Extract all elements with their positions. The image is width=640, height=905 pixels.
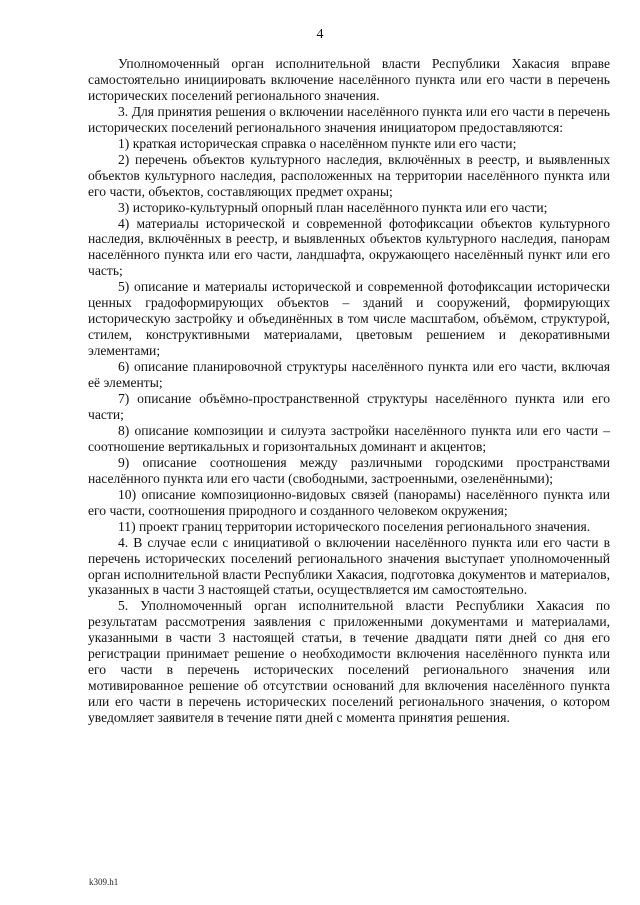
list-item-1: 1) краткая историческая справка о населённом пункте или его части;	[118, 135, 517, 151]
list-item-5: 5) описание и материалы исторической и современной фотофиксации исторически ценных градоформирующих объектов – зданий и сооружений, формирующих историческую застройку и объединённых в том числе масштабом, объёмом, структурой, стилем, конструктивными материалами, цветовым решением и декоративными элементами;	[88, 279, 610, 359]
list-item-8: 8) описание композиции и силуэта застройки населённого пункта или его части – соотношение вертикальных и горизонтальных доминант и акцентов;	[88, 422, 610, 454]
list-item-4: 4) материалы исторической и современной фотофиксации объектов культурного наследия, включённых в реестр, и выявленных объектов культурного наследия, панорам населённого пункта или его части, ландшафта, окружающего населённый пункт или его часть;	[88, 215, 610, 279]
footer-document-code: k309.h1	[89, 877, 119, 887]
page-number: 4	[316, 27, 324, 42]
list-item-2: 2) перечень объектов культурного наследия, включённых в реестр, и выявленных объектов культурного наследия, расположенных на территории населённого пункта или его части, объектов, составляющих предмет охраны;	[88, 151, 610, 199]
list-item-3: 3) историко-культурный опорный план населённого пункта или его части;	[118, 199, 548, 215]
document-body	[88, 56, 610, 726]
paragraph-clause-5: 5. Уполномоченный орган исполнительной власти Республики Хакасия по результатам рассмотрения заявления с приложенными документами и материалами, указанными в части 3 настоящей статьи, в течение двадцати пяти дней со дня его регистрации принимает решение о необходимости включения населённого пункта или его части в перечень исторических поселений регионального значения или мотивированное решение об отсутствии оснований для включения населённого пункта или его части в перечень исторических поселений регионального значения, о котором уведомляет заявителя в течение пяти дней с момента принятия решения.	[88, 598, 610, 726]
paragraph-clause-4: 4. В случае если с инициативой о включении населённого пункта или его части в перечень исторических поселений регионального значения выступает уполномоченный орган исполнительной власти Республики Хакасия, подготовка документов и материалов, указанных в части 3 настоящей статьи, осуществляется им самостоятельно.	[88, 534, 610, 598]
list-item-9: 9) описание соотношения между различными городскими пространствами населённого пункта или его части (свободными, застроенными, озеленёнными);	[88, 454, 610, 486]
list-item-10: 10) описание композиционно-видовых связей (панорамы) населённого пункта или его части, соотношения природного и созданного человеком окружения;	[88, 486, 610, 518]
list-item-7: 7) описание объёмно-пространственной структуры населённого пункта или его части;	[88, 391, 610, 422]
paragraph-intro: Уполномоченный орган исполнительной власти Республики Хакасия вправе самостоятельно инициировать включение населённого пункта или его части в перечень исторических поселений регионального значения.	[88, 56, 610, 103]
list-item-6: 6) описание планировочной структуры населённого пункта или его части, включая её элементы;	[88, 359, 610, 391]
list-item-11: 11) проект границ территории исторического поселения регионального значения.	[118, 518, 591, 534]
paragraph-clause-3: 3. Для принятия решения о включении населённого пункта или его части в перечень исторических поселений регионального значения инициатором предоставляются:	[88, 103, 610, 135]
